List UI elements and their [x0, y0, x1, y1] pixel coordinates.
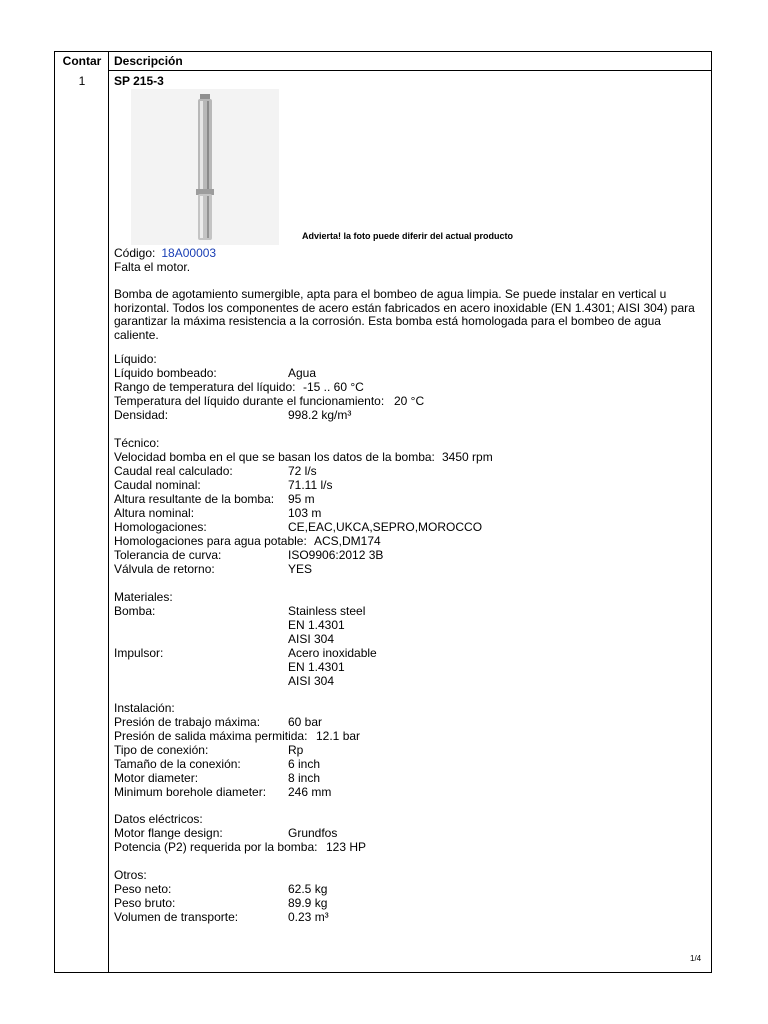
spec-value: 0.23 m³: [288, 910, 329, 924]
spec-label: Altura resultante de la bomba:: [114, 492, 275, 506]
section-materials: Materiales:: [114, 590, 173, 604]
row-count: 1: [78, 74, 86, 88]
pump-image: [131, 89, 279, 245]
spec-label: Velocidad bomba en el que se basan los datos de la bomba:: [114, 450, 435, 464]
section-others: Otros:: [114, 868, 147, 882]
column-divider: [108, 51, 109, 973]
section-electrical: Datos eléctricos:: [114, 812, 203, 826]
spec-label: Líquido bombeado:: [114, 366, 217, 380]
spec-label: Rango de temperatura del líquido:: [114, 380, 296, 394]
spec-label: Motor flange design:: [114, 826, 223, 840]
spec-value: 3450 rpm: [442, 450, 493, 464]
spec-label: Presión de trabajo máxima:: [114, 715, 261, 729]
header-rule: [108, 70, 711, 71]
spec-value: Rp: [288, 743, 304, 757]
spec-label: Motor diameter:: [114, 771, 199, 785]
product-photo: [131, 89, 279, 245]
spec-label: Tamaño de la conexión:: [114, 757, 241, 771]
spec-value: Grundfos: [288, 826, 338, 840]
spec-label: Volumen de transporte:: [114, 910, 239, 924]
photo-disclaimer: Advierta! la foto puede diferir del actual producto: [302, 231, 514, 241]
spec-value: EN 1.4301: [288, 618, 345, 632]
spec-label: Homologaciones:: [114, 520, 207, 534]
spec-label: Minimum borehole diameter:: [114, 785, 267, 799]
section-liquid: Líquido:: [114, 352, 157, 366]
section-technical: Técnico:: [114, 436, 160, 450]
spec-value: AISI 304: [288, 674, 335, 688]
spec-value: 6 inch: [288, 757, 321, 771]
spec-label: Potencia (P2) requerida por la bomba:: [114, 840, 318, 854]
spec-label: Temperatura del líquido durante el funcionamiento:: [114, 394, 385, 408]
spec-value: 62.5 kg: [288, 882, 328, 896]
spec-label: Tolerancia de curva:: [114, 548, 222, 562]
page-number: 1/4: [690, 954, 702, 963]
spec-value: Agua: [288, 366, 317, 380]
header-description: Descripción: [114, 54, 183, 68]
motor-note: Falta el motor.: [114, 260, 191, 274]
spec-value: ISO9906:2012 3B: [288, 548, 384, 562]
spec-label: Homologaciones para agua potable:: [114, 534, 307, 548]
spec-label: Densidad:: [114, 408, 169, 422]
spec-label: Tipo de conexión:: [114, 743, 209, 757]
spec-label: Caudal real calculado:: [114, 464, 233, 478]
spec-value: 123 HP: [326, 840, 367, 854]
spec-value: Acero inoxidable: [288, 646, 377, 660]
spec-label: Bomba:: [114, 604, 156, 618]
spec-value: 20 °C: [394, 394, 425, 408]
spec-value: 89.9 kg: [288, 896, 328, 910]
spec-value: -15 .. 60 °C: [303, 380, 364, 394]
spec-value: AISI 304: [288, 632, 335, 646]
code-link[interactable]: 18A00003: [161, 246, 217, 260]
spec-label: Presión de salida máxima permitida:: [114, 729, 308, 743]
spec-value: 60 bar: [288, 715, 323, 729]
spec-value: YES: [288, 562, 313, 576]
code-label: Código:: [114, 246, 156, 260]
spec-value: CE,EAC,UKCA,SEPRO,MOROCCO: [288, 520, 483, 534]
spec-label: Peso bruto:: [114, 896, 176, 910]
spec-value: EN 1.4301: [288, 660, 345, 674]
spec-label: Caudal nominal:: [114, 478, 201, 492]
spec-label: Válvula de retorno:: [114, 562, 215, 576]
spec-value: 246 mm: [288, 785, 332, 799]
spec-value: 71.11 l/s: [288, 478, 333, 492]
product-code: [114, 246, 216, 260]
product-description: Bomba de agotamiento sumergible, apta para el bombeo de agua limpia. Se puede instalar en vertical u horizontal. Todos los componentes de acero están fabricados en acero inoxidable (EN 1.4301; AISI 304) para garantizar la máxima resistencia a la corrosión. Esta bomba está homologada para el bombeo de agua caliente.: [114, 287, 695, 342]
spec-value: Stainless steel: [288, 604, 366, 618]
spec-value: 95 m: [288, 492, 315, 506]
spec-label: Altura nominal:: [114, 506, 195, 520]
spec-value: 72 l/s: [288, 464, 317, 478]
spec-value: 103 m: [288, 506, 322, 520]
header-count: Contar: [62, 54, 102, 68]
spec-label: Peso neto:: [114, 882, 172, 896]
product-title: SP 215-3: [114, 74, 164, 88]
spec-value: 12.1 bar: [316, 729, 361, 743]
spec-value: 998.2 kg/m³: [288, 408, 352, 422]
spec-value: ACS,DM174: [314, 534, 381, 548]
spec-label: Impulsor:: [114, 646, 164, 660]
section-installation: Instalación:: [114, 701, 175, 715]
spec-value: 8 inch: [288, 771, 321, 785]
